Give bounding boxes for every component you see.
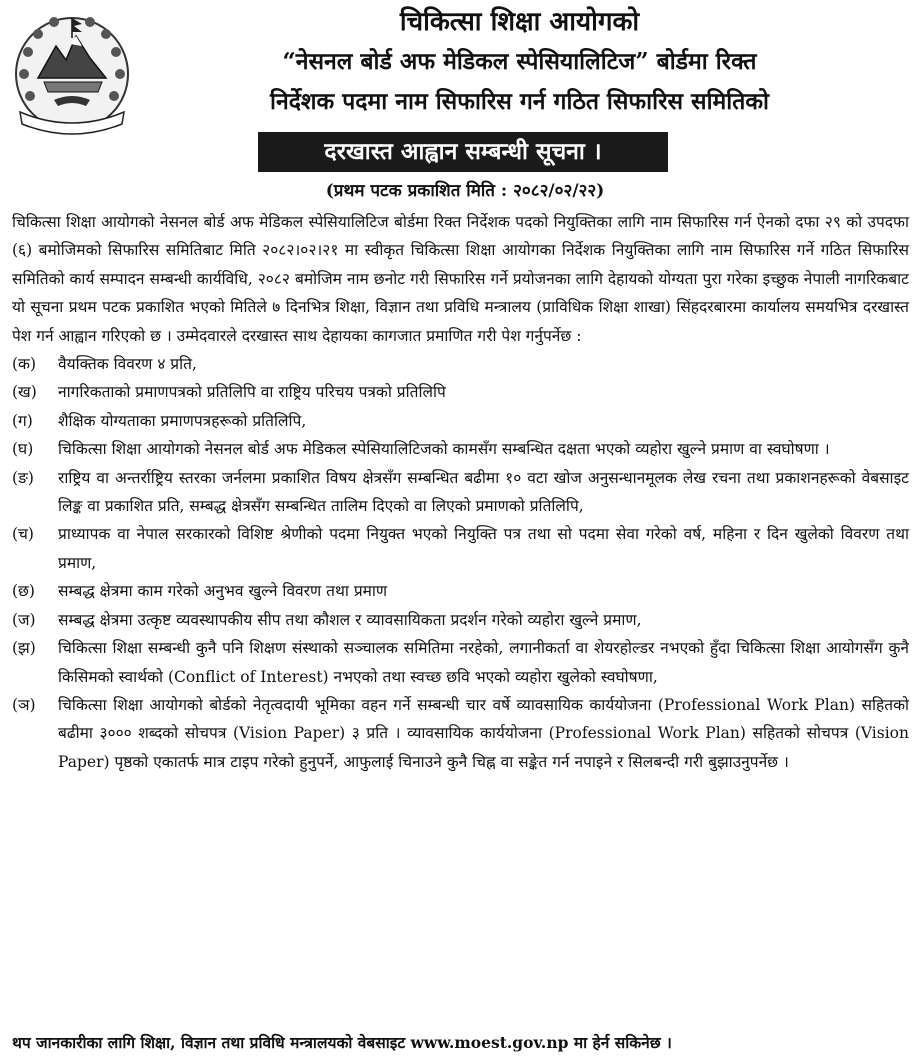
list-text: चिकित्सा शिक्षा आयोगको नेसनल बोर्ड अफ मेडिकल स्पेसियालिटिजको कामसँग सम्बन्धित दक्षता भएको व्यहोरा खुल्ने प्रमाण वा स्वघोषणा । <box>58 440 830 459</box>
list-item <box>12 520 909 577</box>
list-marker: (झ) <box>12 639 36 658</box>
list-item <box>12 350 909 378</box>
list-item <box>12 407 909 435</box>
list-marker: (ञ) <box>12 695 36 714</box>
list-marker: (च) <box>12 525 34 544</box>
list-item <box>12 464 909 521</box>
list-marker: (ख) <box>12 383 37 402</box>
list-marker: (छ) <box>12 582 35 601</box>
header-line-committee: निर्देशक पदमा नाम सिफारिस गर्न गठित सिफारिस समितिको <box>269 88 769 115</box>
list-marker: (क) <box>12 355 36 374</box>
document-list <box>12 350 909 776</box>
list-text: चिकित्सा शिक्षा सम्बन्धी कुनै पनि शिक्षण संस्थाको सञ्चालक समितिमा नरहेको, लगानीकर्ता वा शेयरहोल्डर नभएको हुँदा चिकित्सा शिक्षा आयोगसँग कुनै किसिमको स्वार्थको (Conflict of Interest) नभएको तथा स्वच्छ छवि भएको व्यहोरा खुलेको स्वघोषणा, <box>58 639 909 686</box>
notice-title-banner: दरखास्त आह्वान सम्बन्धी सूचना । <box>258 132 668 172</box>
list-text: सम्बद्ध क्षेत्रमा उत्कृष्ट व्यवस्थापकीय सीप तथा कौशल र व्यावसायिकता प्रदर्शन गरेको व्यहोरा खुल्ने प्रमाण, <box>58 610 642 629</box>
header-line-commission: चिकित्सा शिक्षा आयोगको <box>399 7 640 37</box>
list-item <box>12 606 909 634</box>
list-marker: (ग) <box>12 411 33 430</box>
list-text: शैक्षिक योग्यताका प्रमाणपत्रहरूको प्रतिलिपि, <box>58 411 307 430</box>
list-text: प्राध्यापक वा नेपाल सरकारको विशिष्ट श्रेणीको पदमा नियुक्त भएको नियुक्ति पत्र तथा सो पदमा सेवा गरेको वर्ष, महिना र दिन खुलेको विवरण तथा प्रमाण, <box>58 525 909 572</box>
list-text: नागरिकताको प्रमाणपत्रको प्रतिलिपि वा राष्ट्रिय परिचय पत्रको प्रतिलिपि <box>58 383 446 402</box>
list-text: सम्बद्ध क्षेत्रमा काम गरेको अनुभव खुल्ने विवरण तथा प्रमाण <box>58 582 388 601</box>
intro-paragraph: चिकित्सा शिक्षा आयोगको नेसनल बोर्ड अफ मेडिकल स्पेसियालिटिज बोर्डमा रिक्त निर्देशक पदको नियुक्तिका लागि नाम सिफारिस गर्न ऐनको दफा २९ को उपदफा (६) बमोजिमको सिफारिस समितिबाट मिति २०८२।०२।२१ मा स्वीकृत चिकित्सा शिक्षा आयोगका निर्देशक नियुक्तिका लागि नाम सिफारिस गर्ने गठित सिफारिस समितिको कार्य सम्पादन सम्बन्धी कार्यविधि, २०८२ बमोजिम नाम छनोट गरी सिफारिस गर्ने प्रयोजनका लागि देहायको योग्यता पुरा गरेका इच्छुक नेपाली नागरिकबाट यो सूचना प्रथम पटक प्रकाशित भएको मितिले ७ दिनभित्र शिक्षा, विज्ञान तथा प्रविधि मन्त्रालय (प्राविधिक शिक्षा शाखा) सिंहदरबारमा कार्यालय समयभित्र दरखास्त पेश गर्न आह्वान गरिएको छ । उम्मेदवारले दरखास्त साथ देहायका कागजात प्रमाणित गरी पेश गर्नुपर्नेछ : <box>12 213 909 345</box>
list-item <box>12 691 909 776</box>
list-item <box>12 435 909 463</box>
header-line-board: “नेसनल बोर्ड अफ मेडिकल स्पेसियालिटिज” बोर्डमा रिक्त <box>282 48 757 75</box>
list-marker: (ङ) <box>12 468 34 487</box>
list-item <box>12 634 909 691</box>
notice-body <box>12 208 909 776</box>
publication-date: (प्रथम पटक प्रकाशित मिति : २०८२/०२/२२) <box>325 181 605 201</box>
list-text: राष्ट्रिय वा अन्तर्राष्ट्रिय स्तरका जर्नलमा प्रकाशित विषय क्षेत्रसँग सम्बन्धित बढीमा १० वटा खोज अनुसन्धानमूलक लेख रचना तथा प्रकाशनहरूको वेबसाइट लिङ्क वा प्रकाशित प्रति, सम्बद्ध क्षेत्रसँग सम्बन्धित तालिम दिएको वा लिएको प्रमाणको प्रतिलिपि, <box>58 468 909 516</box>
nepal-government-emblem-icon <box>10 8 135 140</box>
list-item <box>12 577 909 605</box>
list-item <box>12 378 909 406</box>
list-text: चिकित्सा शिक्षा आयोगको बोर्डको नेतृत्वदायी भूमिका वहन गर्ने सम्बन्धी चार वर्षे व्यावसायिक कार्ययोजना (Professional Work Plan) सहितको बढीमा ३००० शब्दको सोचपत्र (Vision Paper) ३ प्रति । व्यावसायिक कार्ययोजना (Professional Work Plan) सहितको सोचपत्र (Vision Paper) पृष्ठको एकातर्फ मात्र टाइप गरेको हुनुपर्ने, आफुलाई चिनाउने कुनै चिह्न वा सङ्केत गर्न नपाइने र सिलबन्दी गरी बुझाउनुपर्नेछ । <box>58 695 909 771</box>
list-marker: (ज) <box>12 610 36 629</box>
list-marker: (घ) <box>12 440 34 459</box>
footer-note: थप जानकारीका लागि शिक्षा, विज्ञान तथा प्रविधि मन्त्रालयको वेबसाइट www.moest.gov.np मा हेर्न सकिनेछ । <box>12 1033 672 1052</box>
list-text: वैयक्तिक विवरण ४ प्रति, <box>58 355 197 374</box>
